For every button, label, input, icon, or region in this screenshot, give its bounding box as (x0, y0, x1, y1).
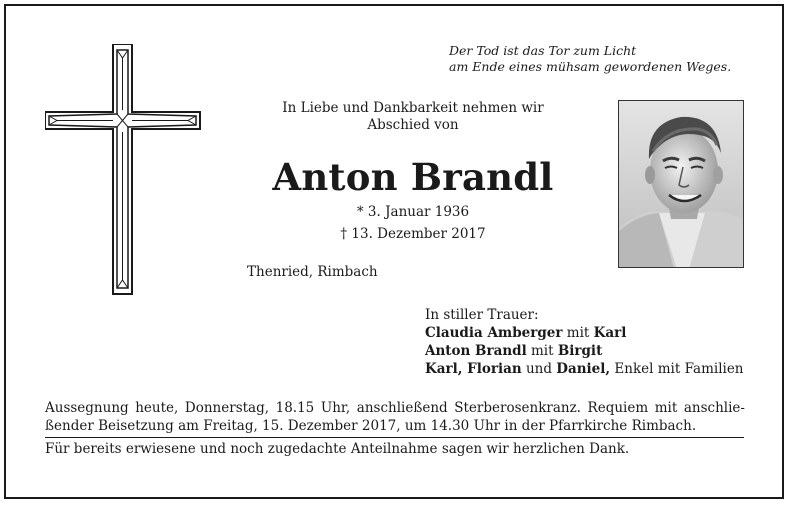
mourner-partner: Daniel, (556, 361, 611, 377)
mourner-partner: Birgit (557, 343, 603, 359)
funeral-line-2: ßender Beisetzung am Freitag, 15. Dezember 2017, um 14.30 Uhr in der Pfarrkirche Rimbach. (45, 418, 697, 434)
place-text: Thenried, Rimbach (247, 264, 378, 280)
mourners-heading: In stiller Trauer: (425, 307, 539, 323)
mourner-line-1 (425, 324, 744, 342)
portrait-photo (618, 100, 744, 268)
deceased-name: Anton Brandl (272, 155, 554, 199)
life-dates (238, 201, 588, 245)
portrait-illustration (619, 101, 744, 268)
funeral-line-1: Aussegnung heute, Donnerstag, 18.15 Uhr, anschließend Sterberosenkranz. Requiem mit anschlie- (45, 400, 745, 416)
birth-date: * 3. Januar 1936 (356, 204, 470, 220)
mourner-partner: Karl (593, 325, 627, 341)
mourner-connector: mit (566, 325, 590, 341)
mourner-name: Claudia Amberger (425, 325, 563, 341)
mourner-suffix: Enkel mit Familien (614, 361, 744, 377)
intro-line-1: In Liebe und Dankbarkeit nehmen wir (282, 100, 544, 116)
quote-line-1: Der Tod ist das Tor zum Licht (449, 43, 637, 58)
mourner-name: Karl, Florian (425, 361, 522, 377)
epitaph-quote (449, 43, 731, 75)
funeral-info (45, 399, 745, 435)
intro-text (238, 100, 588, 134)
cross-icon (45, 44, 205, 296)
thanks-text: Für bereits erwiesene und noch zugedachte Anteilnahme sagen wir herzlichen Dank. (45, 441, 630, 457)
intro-line-2: Abschied von (367, 117, 459, 133)
mourner-connector: mit (531, 343, 554, 359)
mourner-connector: und (525, 361, 552, 377)
death-date: † 13. Dezember 2017 (340, 226, 486, 242)
mourners-block (425, 306, 744, 378)
mourner-line-3 (425, 360, 744, 378)
mourner-name: Anton Brandl (425, 343, 527, 359)
quote-line-2: am Ende eines mühsam gewordenen Weges. (449, 59, 732, 74)
divider-rule (45, 437, 744, 438)
mourner-line-2 (425, 342, 744, 360)
